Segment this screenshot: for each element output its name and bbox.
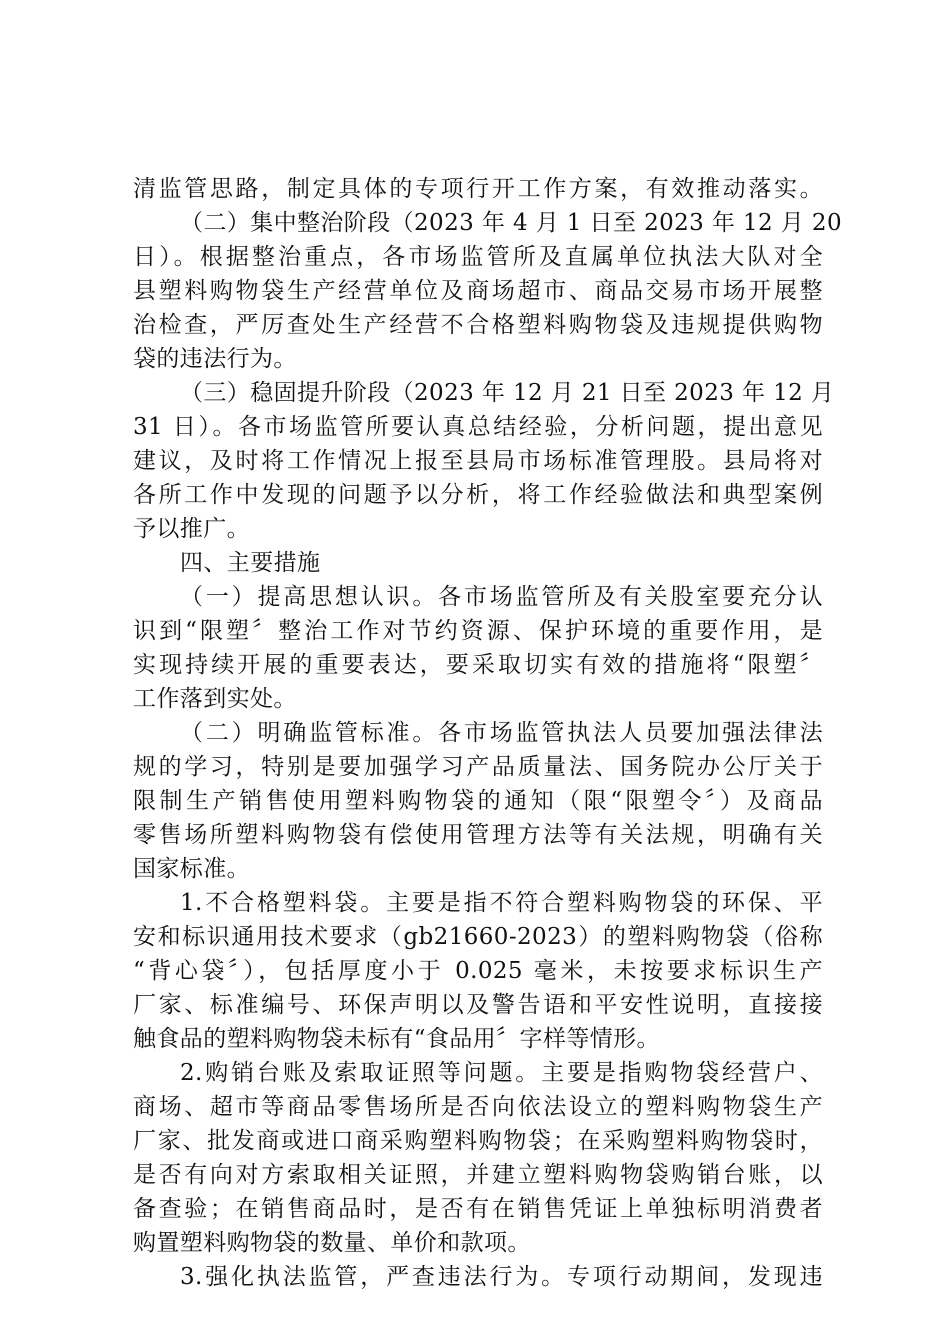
text-line: （一）提高思想认识。各市场监管所及有关股室要充分认 (180, 584, 823, 610)
text-line: 识到“限塑〞整治工作对节约资源、保护环境的重要作用，是 (133, 618, 823, 644)
text-line: 零售场所塑料购物袋有偿使用管理方法等有关法规，明确有关 (133, 822, 823, 848)
text-line: 备查验；在销售商品时，是否有在销售凭证上单独标明消费者 (133, 1196, 823, 1222)
text-line: 工作落到实处。 (133, 686, 297, 712)
text-line: 实现持续开展的重要表达，要采取切实有效的措施将“限塑〞 (133, 652, 823, 678)
text-line: 日）。根据整治重点，各市场监管所及直属单位执法大队对全 (133, 244, 823, 270)
text-line: 予以推广。 (133, 516, 250, 542)
text-line: 限制生产销售使用塑料购物袋的通知（限“限塑令〞）及商品 (133, 788, 823, 814)
text-line: 31 日）。各市场监管所要认真总结经验，分析问题，提出意见 (133, 414, 823, 440)
text-line: 国家标准。 (133, 856, 250, 882)
text-line: （二）集中整治阶段（2023 年 4 月 1 日至 2023 年 12 月 20 (180, 210, 842, 236)
text-line: 安和标识通用技术要求（gb21660-2023）的塑料购物袋（俗称 (133, 924, 823, 950)
text-line: 袋的违法行为。 (133, 346, 297, 372)
text-line: （二）明确监管标准。各市场监管执法人员要加强法律法 (180, 720, 823, 746)
section-heading: 四、主要措施 (180, 550, 321, 576)
text-line: 1.不合格塑料袋。主要是指不符合塑料购物袋的环保、平 (180, 890, 823, 916)
text-line: 是否有向对方索取相关证照，并建立塑料购物袋购销台账，以 (133, 1162, 823, 1188)
text-line: 购置塑料购物袋的数量、单价和款项。 (133, 1230, 531, 1256)
text-line: 县塑料购物袋生产经营单位及商场超市、商品交易市场开展整 (133, 278, 823, 304)
text-line: 清监管思路，制定具体的专项行开工作方案，有效推动落实。 (133, 176, 823, 202)
text-line: （三）稳固提升阶段（2023 年 12 月 21 日至 2023 年 12 月 (180, 380, 835, 406)
text-line: 商场、超市等商品零售场所是否向依法设立的塑料购物袋生产 (133, 1094, 823, 1120)
text-line: 治检查，严厉查处生产经营不合格塑料购物袋及违规提供购物 (133, 312, 823, 338)
text-line: “背心袋〞），包括厚度小于 0.025 毫米，未按要求标识生产 (133, 958, 823, 984)
text-line: 3.强化执法监管，严查违法行为。专项行动期间，发现违 (180, 1264, 823, 1290)
text-line: 建议，及时将工作情况上报至县局市场标准管理股。县局将对 (133, 448, 823, 474)
text-line: 各所工作中发现的问题予以分析，将工作经验做法和典型案例 (133, 482, 823, 508)
text-line: 触食品的塑料购物袋未标有“食品用〞字样等情形。 (133, 1026, 660, 1052)
text-line: 规的学习，特别是要加强学习产品质量法、国务院办公厅关于 (133, 754, 823, 780)
text-line: 2.购销台账及索取证照等问题。主要是指购物袋经营户、 (180, 1060, 823, 1086)
text-line: 厂家、批发商或进口商采购塑料购物袋；在采购塑料购物袋时， (133, 1128, 823, 1154)
text-line: 厂家、标准编号、环保声明以及警告语和平安性说明，直接接 (133, 992, 823, 1018)
